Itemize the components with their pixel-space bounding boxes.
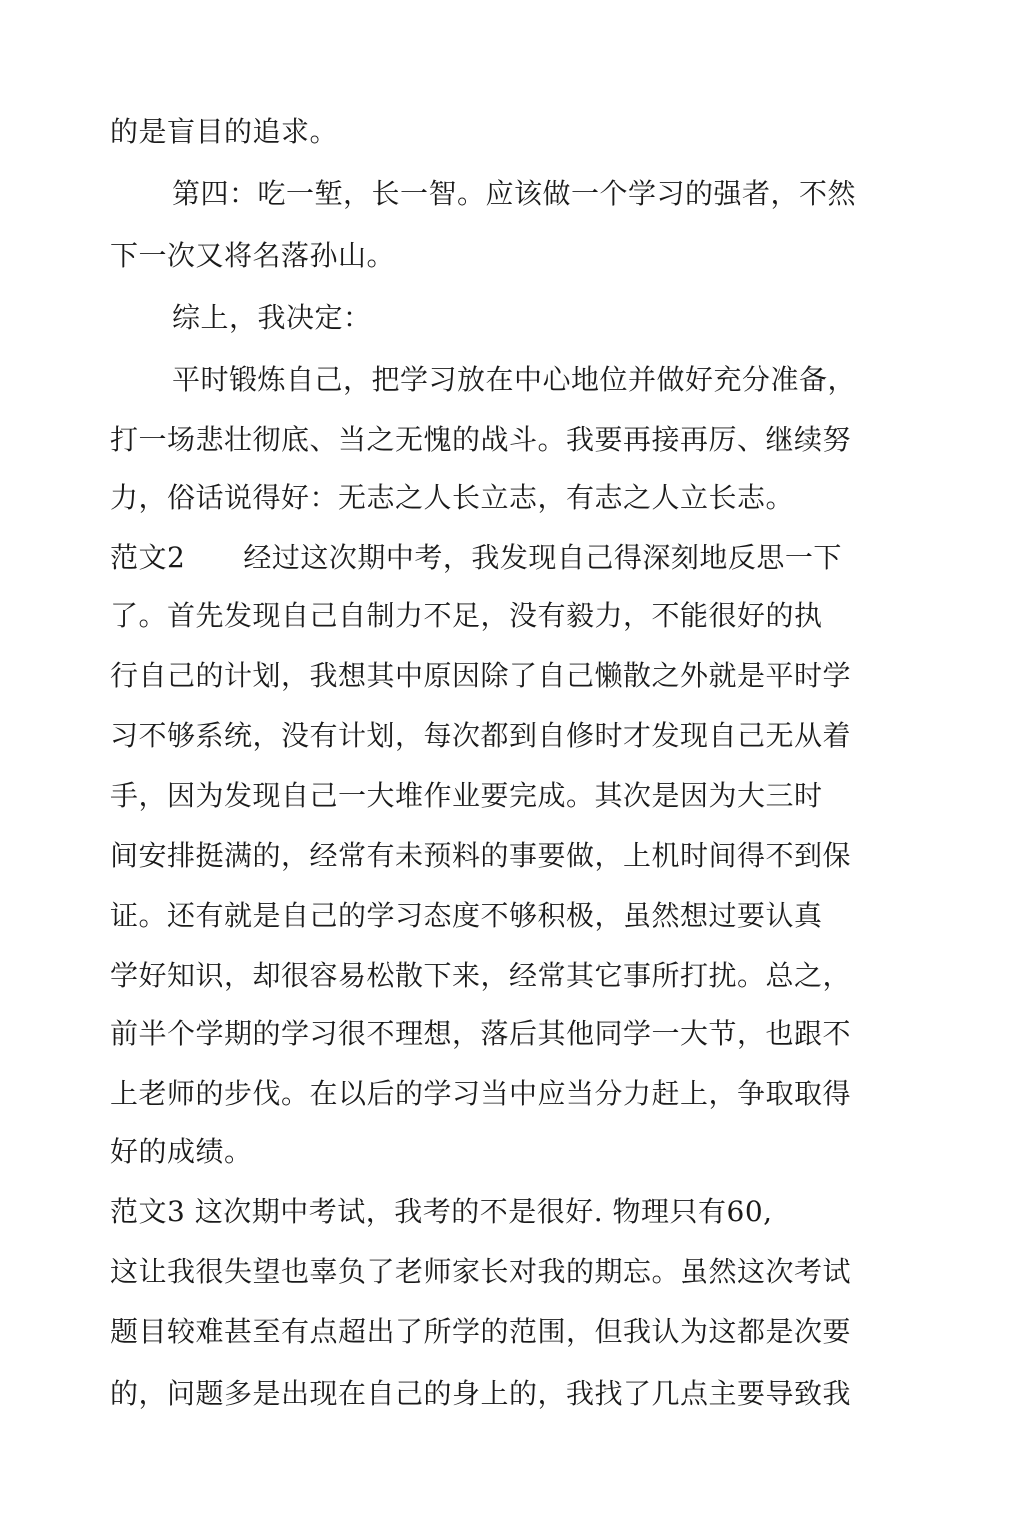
- text-line: 上老师的步伐。在以后的学习当中应当分力赶上，争取取得: [110, 1077, 852, 1110]
- text-line: 间安排挺满的，经常有未预料的事要做，上机时间得不到保: [110, 839, 852, 872]
- text-line: 下一次又将名落孙山。: [110, 239, 396, 272]
- text-line: 手，因为发现自己一大堆作业要完成。其次是因为大三时: [110, 779, 823, 812]
- text-line: 综上，我决定：: [172, 301, 372, 334]
- text-line-sample3: [110, 1190, 773, 1230]
- text-line: 前半个学期的学习很不理想，落后其他同学一大节，也跟不: [110, 1017, 852, 1050]
- text-content: 经过这次期中考，我发现自己得深刻地反思一下: [243, 541, 842, 574]
- text-line: 的是盲目的追求。: [110, 115, 339, 148]
- text-line: 好的成绩。: [110, 1135, 253, 1168]
- text-line: 这让我很失望也辜负了老师家长对我的期忘。虽然这次考试: [110, 1255, 852, 1288]
- text-line: 平时锻炼自己，把学习放在中心地位并做好充分准备，: [172, 363, 857, 396]
- text-line: 力，俗话说得好：无志之人长立志，有志之人立长志。: [110, 481, 795, 514]
- text-line: 题目较难甚至有点超出了所学的范围，但我认为这都是次要: [110, 1315, 852, 1348]
- text-line: 行自己的计划，我想其中原因除了自己懒散之外就是平时学: [110, 659, 852, 692]
- text-line: 打一场悲壮彻底、当之无愧的战斗。我要再接再厉、继续努: [110, 423, 852, 456]
- text-line: 的，问题多是出现在自己的身上的，我找了几点主要导致我: [110, 1377, 852, 1410]
- text-line: 学好知识，却很容易松散下来，经常其它事所打扰。总之，: [110, 959, 852, 992]
- text-content: 这次期中考试，我考的不是很好. 物理只有60,: [194, 1195, 773, 1228]
- text-line: 习不够系统，没有计划，每次都到自修时才发现自己无从着: [110, 719, 852, 752]
- text-line: 了。首先发现自己自制力不足，没有毅力，不能很好的执: [110, 599, 823, 632]
- sample-label: 范文2: [110, 541, 186, 574]
- sample-label: 范文3: [110, 1195, 186, 1228]
- text-line-sample2: [110, 536, 842, 576]
- text-line: 证。还有就是自己的学习态度不够积极，虽然想过要认真: [110, 899, 823, 932]
- text-line: 第四：吃一堑，长一智。应该做一个学习的强者，不然: [172, 177, 857, 210]
